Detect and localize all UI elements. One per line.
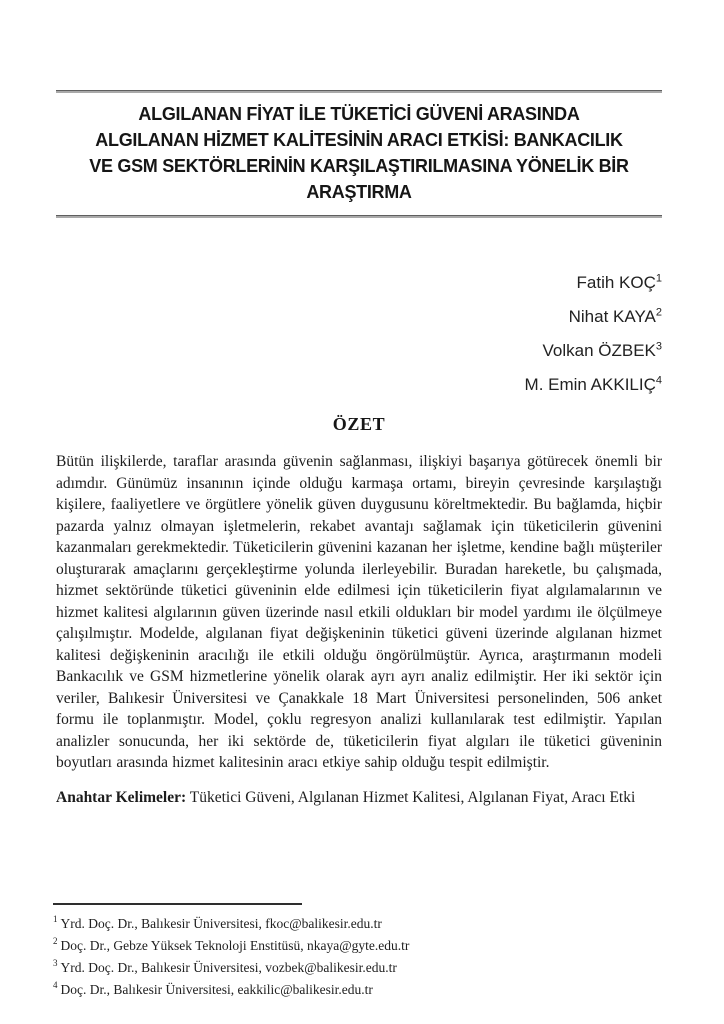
- author-name: [56, 300, 662, 334]
- footnote: [53, 979, 665, 1001]
- footnote-ref: 1: [53, 914, 58, 924]
- authors-block: [56, 266, 662, 402]
- author-name: [56, 368, 662, 402]
- footnote-ref: 4: [53, 980, 58, 990]
- author-name-text: M. Emin AKKILIÇ: [524, 375, 656, 394]
- footnote-text: Doç. Dr., Gebze Yüksek Teknoloji Enstitüsü, nkaya@gyte.edu.tr: [60, 937, 410, 953]
- abstract-heading: ÖZET: [332, 414, 386, 434]
- footnote-ref: 2: [53, 936, 58, 946]
- author-footnote-ref: 1: [655, 272, 662, 285]
- footnote-separator: [53, 903, 302, 905]
- footnote-ref: 3: [53, 958, 58, 968]
- paper-title-line: ALGILANAN HİZMET KALİTESİNİN ARACI ETKİSİ: BANKACILIK: [95, 130, 623, 150]
- author-footnote-ref: 4: [655, 374, 662, 387]
- footnote-text: Doç. Dr., Balıkesir Üniversitesi, eakkilic@balikesir.edu.tr: [60, 981, 373, 997]
- footnote-text: Yrd. Doç. Dr., Balıkesir Üniversitesi, fkoc@balikesir.edu.tr: [60, 915, 382, 931]
- footnotes-block: [53, 903, 665, 1001]
- author-name: [56, 266, 662, 300]
- keywords-label: Anahtar Kelimeler:: [56, 788, 187, 806]
- keywords-text: Tüketici Güveni, Algılanan Hizmet Kalitesi, Algılanan Fiyat, Aracı Etki: [189, 788, 636, 806]
- abstract-text: Bütün ilişkilerde, taraflar arasında güvenin sağlanması, ilişkiyi başarıya götürecek önemli bir adımdır. Günümüz insanının içinde olduğu karmaşa ortamı, bireyin çevresinde karşılaştığı kişilere, faaliyetlere ve örgütlere yönelik güven duygusunu köreltmektedir. Bu bağlamda, hiçbir pazarda yalnız olmayan işletmelerin, rekabet avantajı sağlamak için tüketicilerin güvenini kazanmaları gerekmektedir. Tüketicilerin güvenini kazanan her işletme, kendine bağlı müşteriler oluşturarak amaçlarını gerçekleştirme yolunda ilerleyebilir. Buradan hareketle, bu çalışmada, hizmet sektöründe tüketici güveninin elde edilmesi için tüketicilerin fiyat algılamalarının ve hizmet kalitesi algılarının güven üzerinde nasıl etkili oldukları bir model yardımı ile ölçülmeye çalışılmıştır. Modelde, algılanan fiyat değişkeninin tüketici güveni üzerinde algılanan hizmet kalitesi değişkeninin aracılığı ile etkili olduğu öngörülmüştür. Ayrıca, araştırmanın modeli Bankacılık ve GSM hizmetlerine yönelik olarak ayrı ayrı analiz edilmiştir. Her iki sektör için veriler, Balıkesir Üniversitesi ve Çanakkale 18 Mart Üniversitesi personelinden, 506 anket formu ile toplanmıştır. Model, çoklu regresyon analizi kullanılarak test edilmiştir. Yapılan analizler sonucunda, her iki sektörde de, tüketicilerin fiyat algıları ile tüketici güveninin boyutları arasında hizmet kalitesinin aracı etkiye sahip olduğu tespit edilmiştir.: [56, 453, 662, 771]
- paper-title-line: ALGILANAN FİYAT İLE TÜKETİCİ GÜVENİ ARASINDA: [138, 104, 580, 124]
- author-name-text: Fatih KOÇ: [576, 273, 656, 292]
- author-footnote-ref: 2: [655, 306, 662, 319]
- footnotes-list: [53, 913, 665, 1001]
- footnote: [53, 935, 665, 957]
- page-content: [56, 0, 662, 808]
- author-footnote-ref: 3: [655, 340, 662, 353]
- author-name: [56, 334, 662, 368]
- author-name-text: Nihat KAYA: [568, 307, 656, 326]
- author-name-text: Volkan ÖZBEK: [542, 341, 656, 360]
- keywords-line: [56, 787, 662, 809]
- paper-title: [56, 93, 662, 215]
- paper-title-line: VE GSM SEKTÖRLERİNİN KARŞILAŞTIRILMASINA YÖNELİK BİR: [89, 156, 629, 176]
- footnote-text: Yrd. Doç. Dr., Balıkesir Üniversitesi, vozbek@balikesir.edu.tr: [60, 959, 397, 975]
- paper-title-line: ARAŞTIRMA: [306, 182, 412, 202]
- title-rule-bottom: [56, 215, 662, 218]
- footnote: [53, 957, 665, 979]
- footnote: [53, 913, 665, 935]
